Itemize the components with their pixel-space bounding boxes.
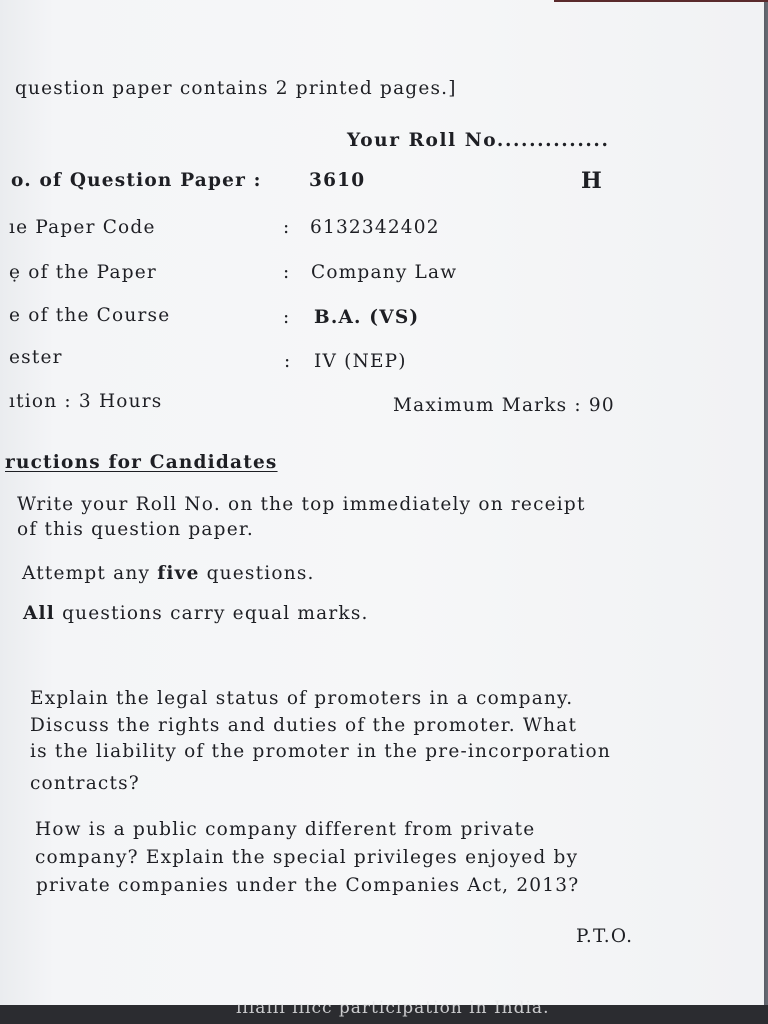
instruction-3-emphasis: All: [23, 603, 56, 624]
question-paper-number-value: 3610: [309, 170, 366, 191]
roll-number-field: Your Roll No..............: [347, 130, 610, 151]
course-value: B.A. (VS): [314, 307, 420, 328]
paper-name-value: Company Law: [311, 262, 458, 283]
paper-code-value: 6132342402: [310, 217, 440, 238]
instruction-2: Attempt any five questions.: [22, 563, 315, 584]
question-1-line-1: Explain the legal status of promoters in a company.: [30, 688, 574, 709]
paper-code-separator: :: [283, 217, 291, 238]
paper-name-label: ẹ of the Paper: [9, 262, 157, 283]
question-2-line-3: private companies under the Companies Act, 2013?: [36, 875, 580, 896]
question-1-line-3: is the liability of the promoter in the pre-incorporation: [30, 741, 611, 762]
pages-note: question paper contains 2 printed pages.]: [15, 78, 457, 99]
background-edge-top: [554, 0, 768, 2]
question-paper-number-label: o. of Question Paper :: [11, 170, 262, 191]
paper-name-separator: :: [283, 262, 291, 283]
instructions-heading: ructions for Candidates: [5, 452, 278, 473]
semester-label: ester: [9, 347, 63, 368]
maximum-marks: Maximum Marks : 90: [393, 395, 615, 416]
bleed-through-text: ıııaııı ıııcc participation in India.: [236, 998, 550, 1018]
pto-note: P.T.O.: [576, 926, 634, 947]
instruction-1-line-1: Write your Roll No. on the top immediately on receipt: [17, 494, 586, 515]
instruction-3: All questions carry equal marks.: [23, 603, 369, 624]
question-2-line-2: company? Explain the special privileges enjoyed by: [35, 847, 579, 868]
semester-separator: :: [284, 351, 292, 372]
course-separator: :: [283, 307, 291, 328]
question-1-line-4: contracts?: [30, 773, 140, 794]
duration: ıtion : 3 Hours: [9, 391, 163, 412]
instruction-2-emphasis: five: [157, 563, 200, 584]
paper-code-label: ıe Paper Code: [9, 217, 156, 238]
question-2-line-1: How is a public company different from private: [35, 819, 536, 840]
set-letter: H: [581, 168, 603, 194]
course-label: e of the Course: [9, 305, 171, 326]
question-1-line-2: Discuss the rights and duties of the promoter. What: [30, 715, 578, 736]
semester-value: IV (NEP): [314, 351, 407, 372]
instruction-1-line-2: of this question paper.: [17, 519, 254, 540]
